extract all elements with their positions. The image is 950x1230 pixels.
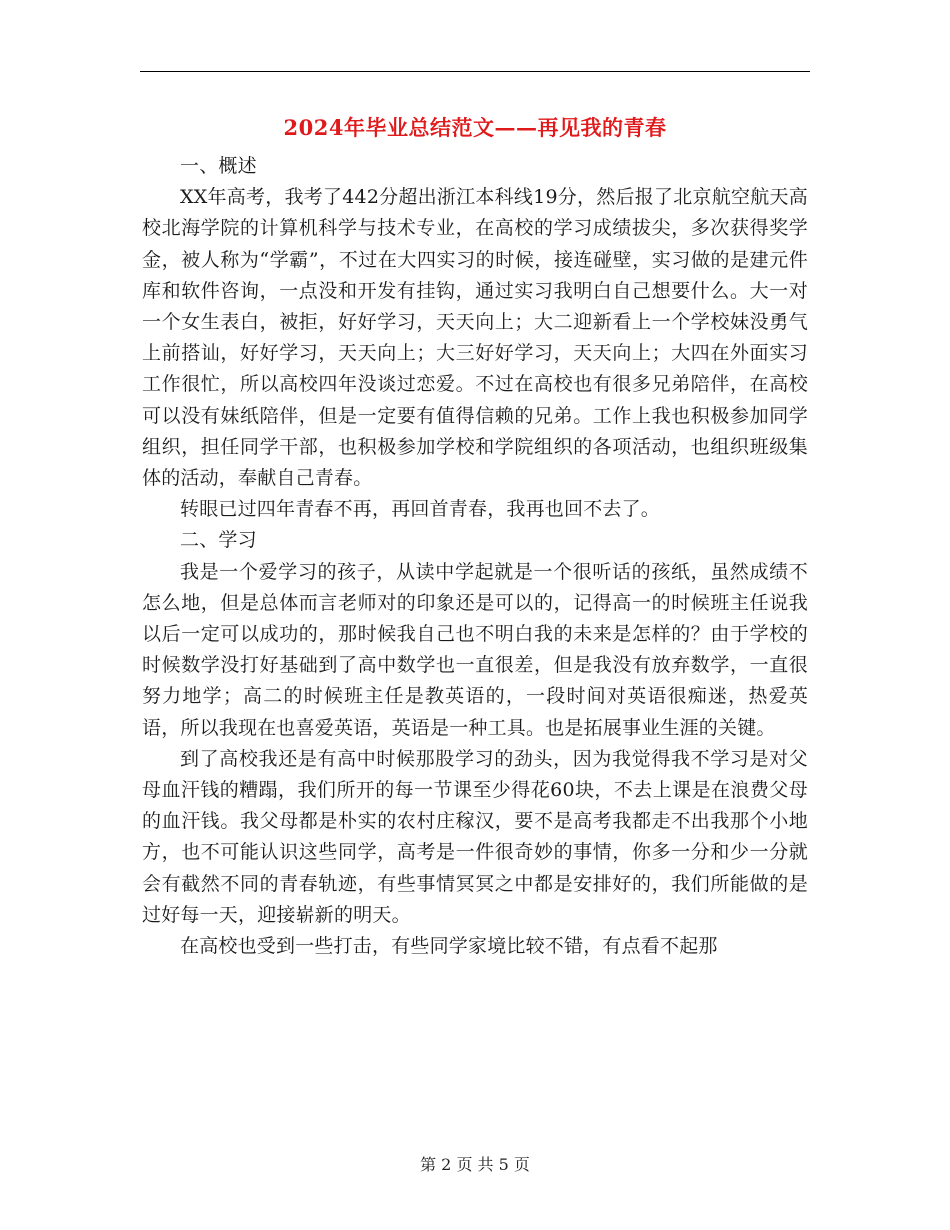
header-rule (140, 71, 810, 72)
document-title: 2024年毕业总结范文——再见我的青春 (283, 115, 667, 140)
document-body (142, 151, 808, 962)
page-number: 第 2 页 共 5 页 (420, 1155, 530, 1174)
paragraph-reflection: 转眼已过四年青春不再，再回首青春，我再也回不去了。 (180, 498, 661, 521)
paragraph-study-2: 到了高校我还是有高中时候那股学习的劲头，因为我觉得我不学习是对父母血汗钱的糟蹋，我们所开的每一节课至少得花60块，不去上课是在浪费父母的血汗钱。我父母都是朴实的农村庄稼汉，要不是高考我都走不出我那个小地方，也不可能认识这些同学，高考是一件很奇妙的事情，你多一分和少一分就会有截然不同的青春轨迹，有些事情冥冥之中都是安排好的，我们所能做的是过好每一天，迎接崭新的明天。 (142, 747, 808, 926)
section-heading-overview: 一、概述 (180, 155, 257, 177)
paragraph-study-1: 我是一个爱学习的孩子，从读中学起就是一个很听话的孩纸，虽然成绩不怎么地，但是总体而言老师对的印象还是可以的，记得高一的时候班主任说我以后一定可以成功的，那时候我自己也不明白我的未来是怎样的？由于学校的时候数学没打好基础到了高中数学也一直很差，但是我没有放弃数学，一直很努力地学；高二的时候班主任是教英语的，一段时间对英语很痴迷，热爱英语，所以我现在也喜爱英语，英语是一种工具。也是拓展事业生涯的关键。 (142, 560, 808, 739)
paragraph-overview: XX年高考，我考了442分超出浙江本科线19分，然后报了北京航空航天高校北海学院的计算机科学与技术专业，在高校的学习成绩拔尖，多次获得奖学金，被人称为“学霸”，不过在大四实习的时候，接连碰壁，实习做的是建元件库和软件咨询，一点没和开发有挂钩，通过实习我明白自己想要什么。大一对一个女生表白，被拒，好好学习，天天向上；大二迎新看上一个学校妹没勇气上前搭讪，好好学习，天天向上；大三好好学习，天天向上；大四在外面实习工作很忙，所以高校四年没谈过恋爱。不过在高校也有很多兄弟陪伴，在高校可以没有妹纸陪伴，但是一定要有值得信赖的兄弟。工作上我也积极参加同学组织，担任同学干部，也积极参加学校和学院组织的各项活动，也组织班级集体的活动，奉献自己青春。 (142, 186, 808, 490)
paragraph-study-3: 在高校也受到一些打击，有些同学家境比较不错，有点看不起那 (180, 935, 718, 958)
section-heading-study: 二、学习 (180, 529, 257, 552)
